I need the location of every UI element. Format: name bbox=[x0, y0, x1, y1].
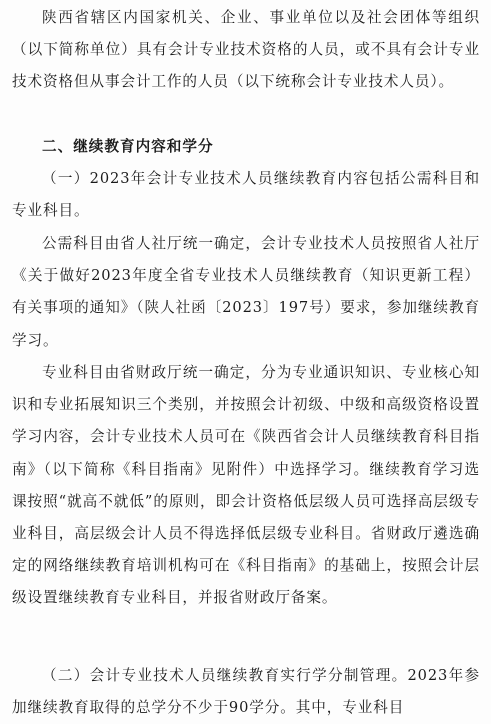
paragraph-content-scope: （一）2023年会计专业技术人员继续教育内容包括公需科目和专业科目。 bbox=[12, 170, 480, 220]
paragraph-public-subjects: 公需科目由省人社厅统一确定，会计专业技术人员按照省人社厅《关于做好2023年度全省专业技术人员继续教育（知识更新工程）有关事项的通知》（陕人社函〔2023〕197号）要求，参加继续教育学习。 bbox=[12, 235, 480, 349]
paragraph-credit-system: （二）会计专业技术人员继续教育实行学分制管理。2023年参加继续教育取得的总学分不少于90学分。其中，专业科目 bbox=[12, 667, 480, 717]
paragraph-professional-subjects: 专业科目由省财政厅统一确定，分为专业通识知识、专业核心知识和专业拓展知识三个类别，并按照会计初级、中级和高级资格设置学习内容，会计专业技术人员可在《陕西省会计人员继续教育科目指南》（以下简称《科目指南》见附件）中选择学习。继续教育学习选课按照“就高不就低”的原则，即会计资格低层级人员可选择高层级专业科目，高层级会计人员不得选择低层级专业科目。省财政厅遴选确定的网络继续教育培训机构可在《科目指南》的基础上，按照会计层级设置继续教育专业科目，并报省财政厅备案。 bbox=[12, 364, 480, 607]
paragraph-scope: 陕西省辖区内国家机关、企业、事业单位以及社会团体等组织（以下简称单位）具有会计专业技术资格的人员，或不具有会计专业技术资格但从事会计工作的人员（以下统称会计专业技术人员）。 bbox=[12, 9, 480, 91]
section-heading-content-and-credits: 二、继续教育内容和学分 bbox=[42, 138, 214, 155]
